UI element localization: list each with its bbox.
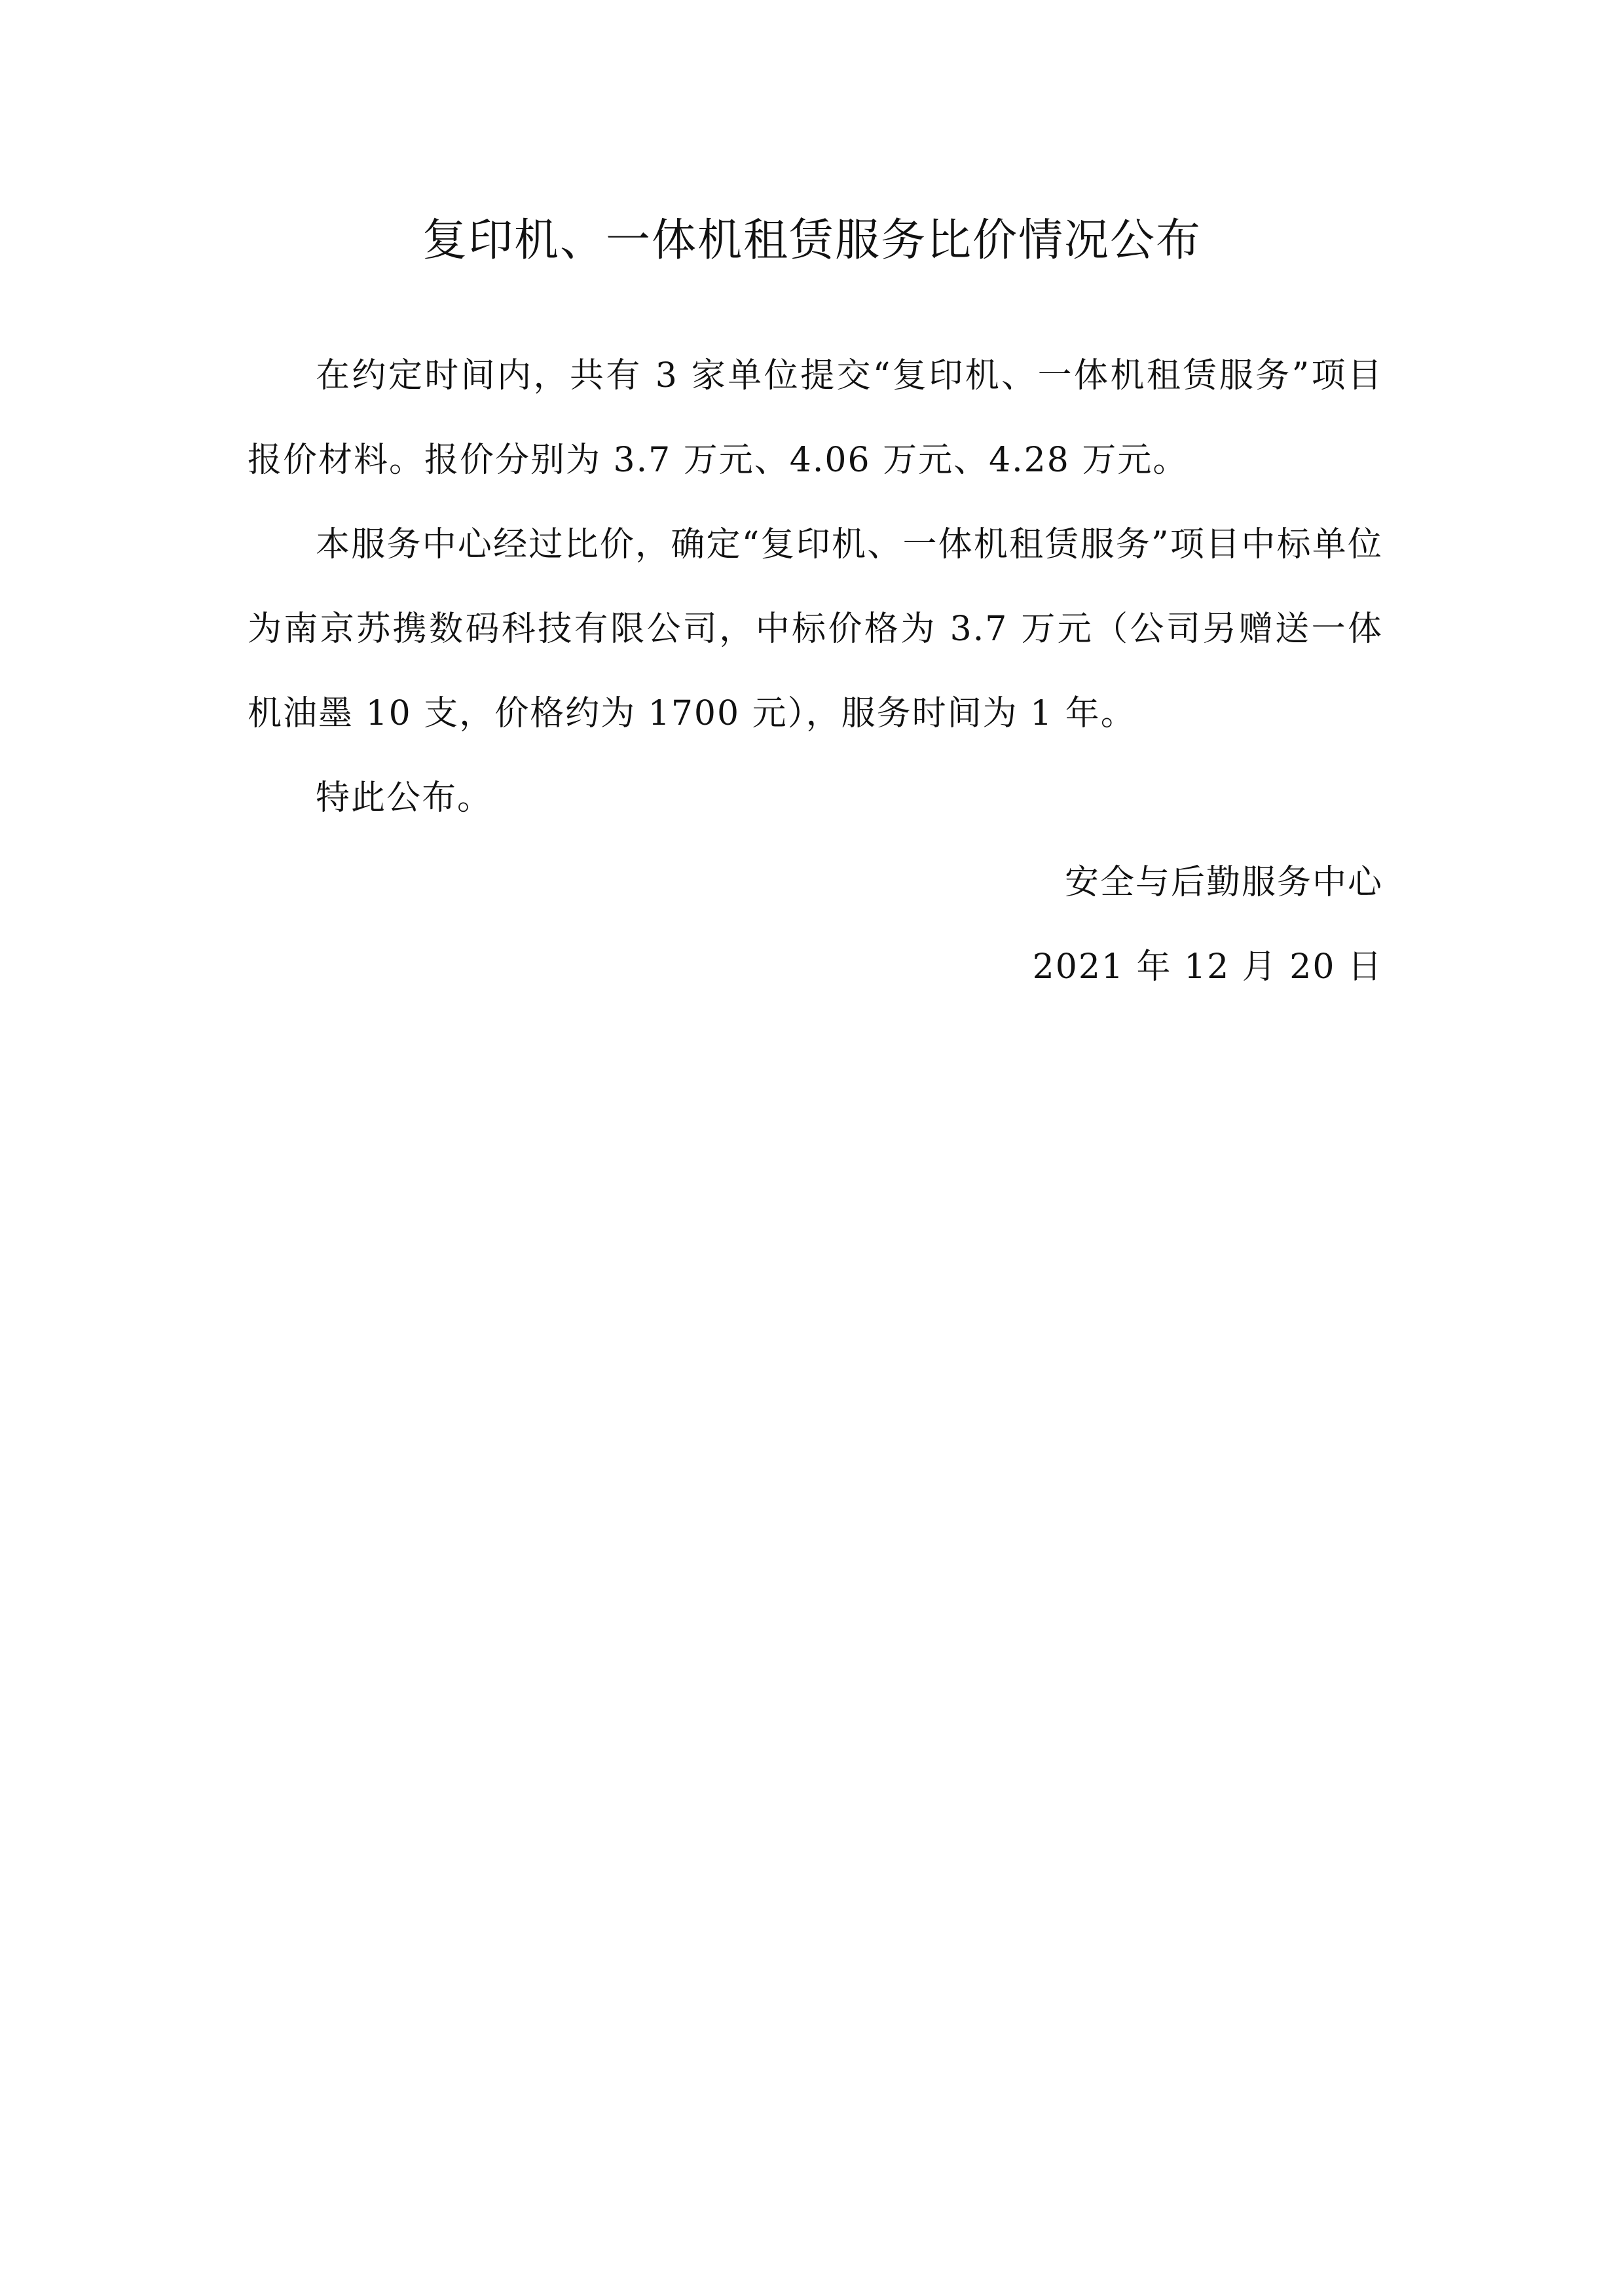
signature-date: 2021 年 12 月 20 日 [1032,947,1383,987]
paragraph-award: 本服务中心经过比价，确定“复印机、一体机租赁服务”项目中标单位为南京苏携数码科技有限公司，中标价格为 3.7 万元（公司另赠送一体机油墨 10 支，价格约为 1700 元），服务时间为 1 年。 [248,525,1383,733]
paragraph-announcement: 特此公布。 [316,778,493,818]
signature-organization: 安全与后勤服务中心 [1064,863,1383,902]
document-title: 复印机、一体机租赁服务比价情况公布 [422,215,1202,266]
paragraph-quotations: 在约定时间内，共有 3 家单位提交“复印机、一体机租赁服务”项目报价材料。报价分别为 3.7 万元、4.06 万元、4.28 万元。 [248,356,1383,480]
document-body [248,334,1383,1010]
